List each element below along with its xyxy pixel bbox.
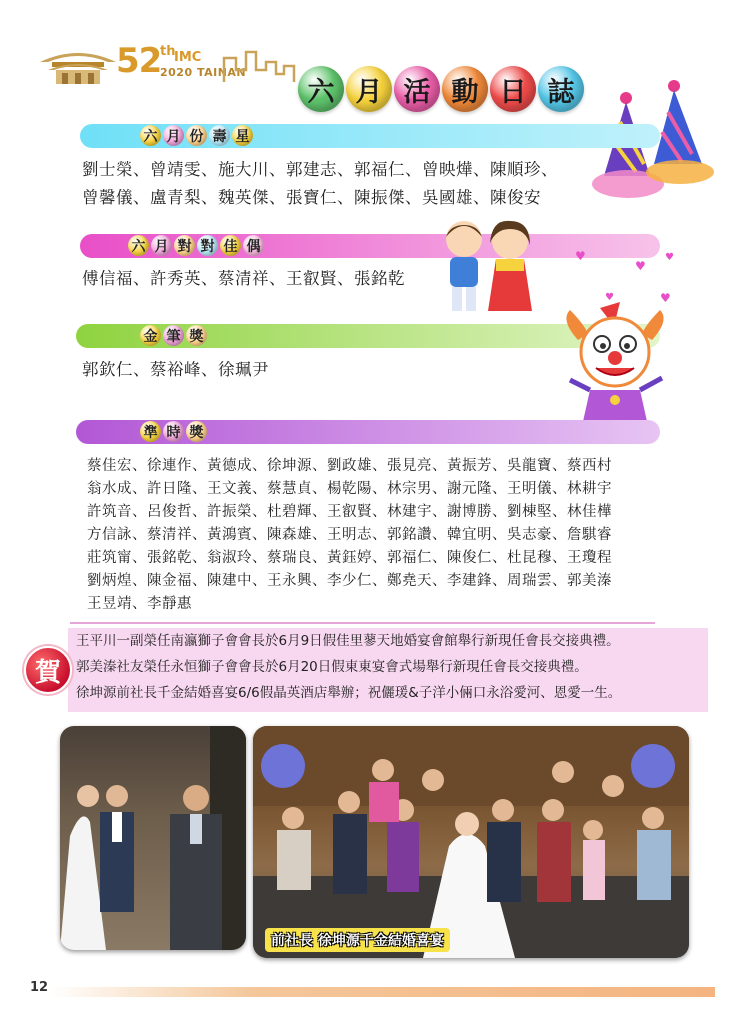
punctual-line: 蔡佳宏、徐連作、黃德成、徐坤源、劉政雄、張見亮、黃振芳、吳龍寶、蔡西村 <box>87 458 612 474</box>
title-char: 日 <box>490 66 536 112</box>
couple-illustration-icon <box>438 215 538 315</box>
logo-th: th <box>160 44 176 59</box>
section-title-char: 星 <box>232 125 253 146</box>
punctual-line: 翁水成、許日隆、王文義、蔡慧貞、楊乾陽、林宗男、謝元隆、王明儀、林耕宇 <box>87 481 612 497</box>
congrats-line: 徐坤源前社長千金結婚喜宴6/6假晶英酒店舉辦；祝儷瑗&子洋小倆口永浴愛河、恩愛一生。 <box>76 685 622 701</box>
gold-pen-section-title <box>140 325 207 346</box>
gold-pen-list <box>82 356 269 384</box>
punctual-line: 方信詠、蔡清祥、黃鴻賓、陳森雄、王明志、郭銘讚、韓宜明、吳志豪、詹騏睿 <box>87 527 612 543</box>
section-title-char: 準 <box>140 421 161 442</box>
section-title-char: 月 <box>151 235 172 256</box>
section-title-char: 金 <box>140 325 161 346</box>
punctual-section-title <box>140 421 207 442</box>
punctual-list <box>87 455 612 616</box>
punctual-line: 許筑音、呂俊哲、許振榮、杜碧輝、王叡賢、林建宇、謝博勝、劉棟堅、林佳樺 <box>87 504 612 520</box>
logo-subtitle: 2020 TAINAN <box>160 66 247 79</box>
punctual-line: 劉炳煌、陳金福、陳建中、王永興、李少仁、鄭堯天、李建鋒、周瑞雲、郭美溱 <box>87 573 612 589</box>
page-number: 12 <box>30 980 49 995</box>
birthday-list <box>82 156 558 212</box>
punctual-line: 王昱靖、李靜惠 <box>87 596 192 612</box>
svg-text:♥: ♥ <box>575 249 586 263</box>
title-char: 誌 <box>538 66 584 112</box>
svg-text:♥: ♥ <box>660 291 671 305</box>
section-title-char: 對 <box>197 235 218 256</box>
section-title-char: 獎 <box>186 325 207 346</box>
section-title-char: 獎 <box>186 421 207 442</box>
birthday-section-title <box>140 125 253 146</box>
congrats-line: 郭美溱社友榮任永恒獅子會會長於6月20日假東東宴會式場舉行新現任會長交接典禮。 <box>76 659 588 675</box>
congrats-badge: 賀 <box>24 646 72 694</box>
congrats-box <box>68 628 708 712</box>
svg-text:♥: ♥ <box>665 252 674 263</box>
temple-logo-icon <box>38 42 118 86</box>
birthday-line: 劉士榮、曾靖雯、施大川、郭建志、郭福仁、曾映燁、陳順珍、 <box>82 160 558 179</box>
couples-section-title <box>128 235 264 256</box>
section-title-char: 月 <box>163 125 184 146</box>
logo-org: IMC <box>174 50 202 65</box>
punctual-line: 莊筑甯、張銘乾、翁淑玲、蔡瑞良、黃鈺婷、郭福仁、陳俊仁、杜昆穆、王瓊程 <box>87 550 612 566</box>
clown-icon <box>540 300 690 430</box>
section-title-char: 時 <box>163 421 184 442</box>
logo-number: 52 <box>116 41 162 81</box>
footer-bar <box>50 987 715 997</box>
section-title-char: 佳 <box>220 235 241 256</box>
section-title-char: 筆 <box>163 325 184 346</box>
couples-line: 傅信福、許秀英、蔡清祥、王叡賢、張銘乾 <box>82 269 405 288</box>
svg-text:♥: ♥ <box>605 292 614 303</box>
wedding-photo-left <box>60 726 246 950</box>
gold-pen-line: 郭欽仁、蔡裕峰、徐珮尹 <box>82 360 269 379</box>
photo-caption: 前社長 徐坤源千金結婚喜宴 <box>265 928 450 952</box>
page-title <box>298 66 584 112</box>
section-title-char: 六 <box>128 235 149 256</box>
divider <box>70 622 655 624</box>
section-title-char: 壽 <box>209 125 230 146</box>
section-title-char: 份 <box>186 125 207 146</box>
title-char: 月 <box>346 66 392 112</box>
skyline-icon <box>222 48 302 84</box>
title-char: 六 <box>298 66 344 112</box>
title-char: 動 <box>442 66 488 112</box>
section-title-char: 對 <box>174 235 195 256</box>
section-title-char: 偶 <box>243 235 264 256</box>
birthday-line: 曾馨儀、盧青梨、魏英傑、張寶仁、陳振傑、吳國雄、陳俊安 <box>82 188 541 207</box>
title-char: 活 <box>394 66 440 112</box>
wedding-photo-group <box>253 726 689 958</box>
couples-list <box>82 265 405 293</box>
section-title-char: 六 <box>140 125 161 146</box>
svg-text:♥: ♥ <box>635 259 646 273</box>
congrats-line: 王平川一副榮任南瀛獅子會會長於6月9日假佳里蓼天地婚宴會館舉行新現任會長交接典禮。 <box>76 633 620 649</box>
